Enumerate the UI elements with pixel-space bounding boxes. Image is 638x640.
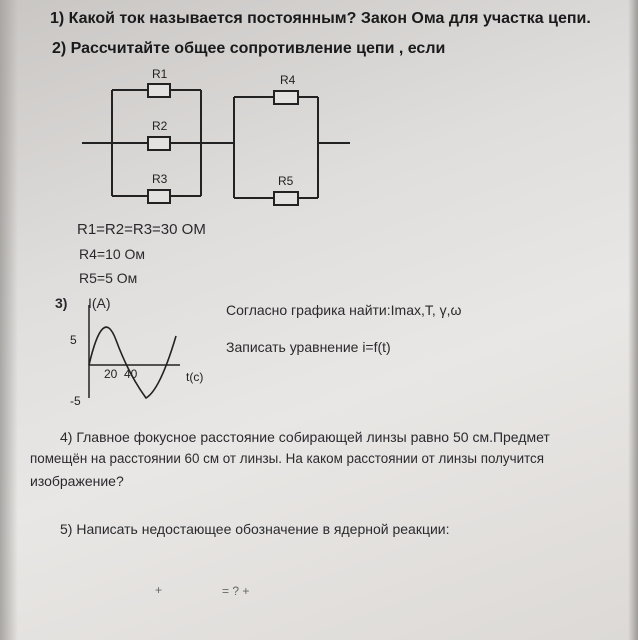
graph-tick-40: 40: [124, 367, 138, 381]
resistor-r1: [148, 84, 170, 97]
value-r4: R4=10 Ом: [79, 246, 146, 262]
question-3-task-2: Записать уравнение i=f(t): [226, 339, 391, 355]
label-r4: R4: [280, 73, 296, 87]
current-graph: [89, 305, 180, 398]
resistor-r2: [148, 137, 170, 150]
question-4-line-2: помещён на расстоянии 60 см от линзы. На каком расстоянии от линзы получится: [30, 451, 545, 466]
graph-tick-20: 20: [104, 367, 118, 381]
graph-y-axis-label: I(A): [88, 295, 111, 311]
question-5: 5) Написать недостающее обозначение в ядерной реакции:: [60, 521, 450, 537]
graph-x-axis-label: t(c): [186, 370, 204, 384]
resistor-r3: [148, 190, 170, 203]
resistor-r5: [274, 192, 298, 205]
question-4-line-3: изображение?: [30, 473, 124, 489]
resistor-r4: [274, 91, 298, 104]
value-r5: R5=5 Ом: [79, 270, 138, 286]
question-1: 1) Какой ток называется постоянным? Закон Ома для участка цепи.: [50, 10, 591, 27]
label-r5: R5: [278, 174, 294, 188]
question-4-line-1: 4) Главное фокусное расстояние собирающей линзы равно 50 см.Предмет: [60, 429, 550, 445]
question-3-task-1: Согласно графика найти:Imax,T, γ,ω: [226, 302, 462, 318]
question-3-number: 3): [55, 295, 68, 311]
reaction-plus: +: [155, 583, 163, 597]
label-r1: R1: [152, 67, 168, 81]
value-r1-r3: R1=R2=R3=30 ОМ: [77, 221, 206, 238]
reaction-rest: = ? +: [222, 584, 250, 598]
graph-y-max: 5: [70, 333, 77, 347]
question-2: 2) Рассчитайте общее сопротивление цепи , если: [52, 40, 446, 57]
graph-y-min: -5: [70, 394, 81, 408]
label-r2: R2: [152, 119, 168, 133]
label-r3: R3: [152, 172, 168, 186]
